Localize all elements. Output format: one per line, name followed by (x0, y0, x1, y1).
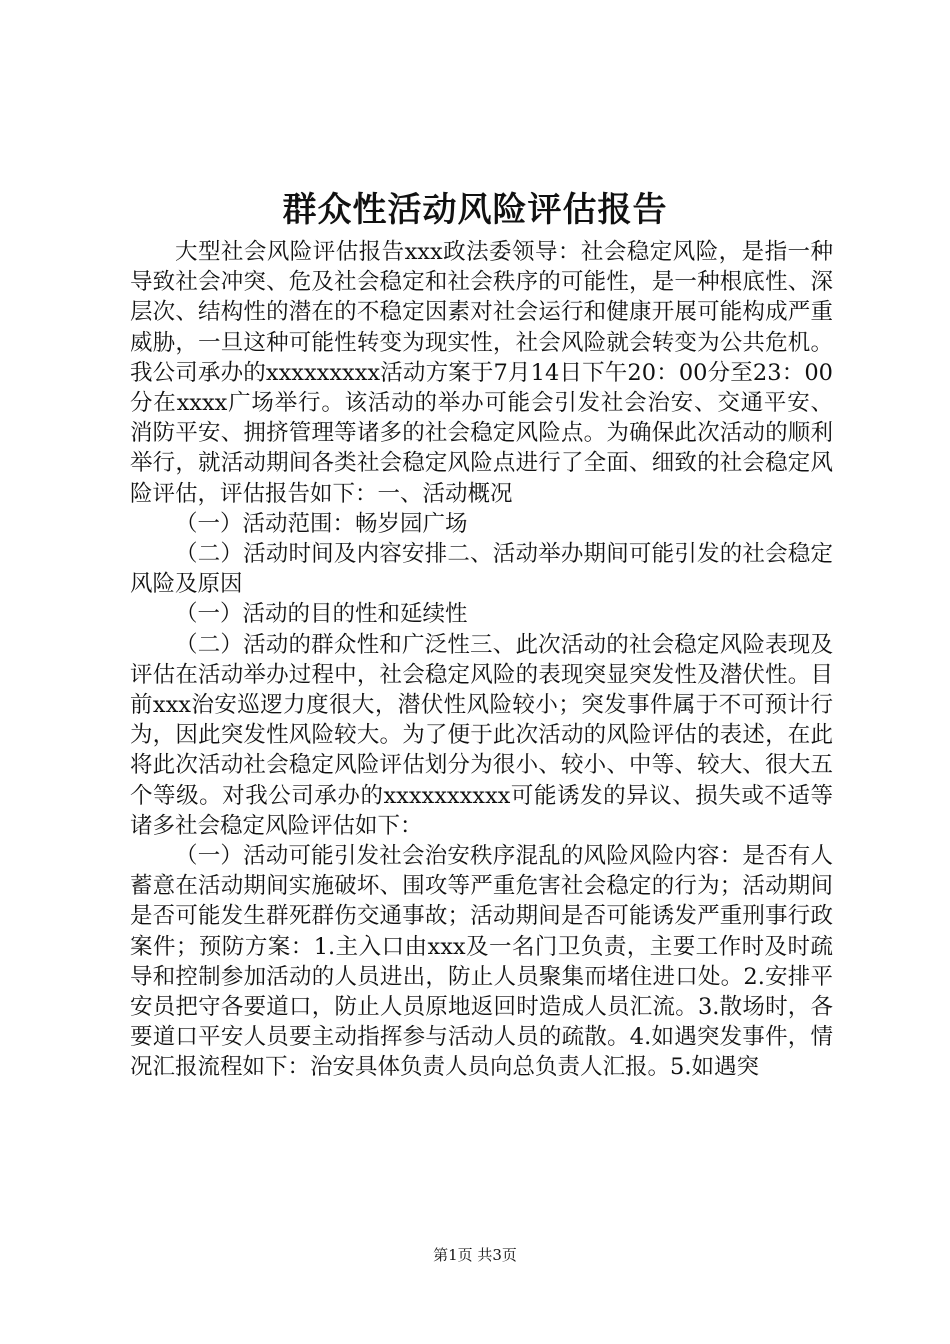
document-body (130, 237, 833, 1083)
paragraph-purpose: （一）活动的目的性和延续性 (175, 601, 468, 628)
document-title: 群众性活动风险评估报告 (282, 190, 668, 230)
paragraph-public-order-risk: （一）活动可能引发社会治安秩序混乱的风险风险内容：是否有人蓄意在活动期间实施破坏、围攻等严重危害社会稳定的行为；活动期间是否可能发生群死群伤交通事故；活动期间是否可能诱发严重刑事行政案件；预防方案：1.主入口由xxx及一名门卫负责，主要工作时及时疏导和控制参加活动的人员进出，防止人员聚集而堵住进口处。2.安排平安员把守各要道口，防止人员原地返回时造成人员汇流。3.散场时，各要道口平安人员要主动指挥参与活动人员的疏散。4.如遇突发事件，情况汇报流程如下：治安具体负责人员向总负责人汇报。5.如遇突 (130, 843, 833, 1081)
paragraph-intro: 大型社会风险评估报告xxx政法委领导：社会稳定风险，是指一种导致社会冲突、危及社会稳定和社会秩序的可能性，是一种根底性、深层次、结构性的潜在的不稳定因素对社会运行和健康开展可能构成严重威胁，一旦这种可能性转变为现实性，社会风险就会转变为公共危机。我公司承办的xxxxxxxxx活动方案于7月14日下午20：00分至23：00分在xxxx广场举行。该活动的举办可能会引发社会治安、交通平安、消防平安、拥挤管理等诸多的社会稳定风险点。为确保此次活动的顺利举行，就活动期间各类社会稳定风险点进行了全面、细致的社会稳定风险评估，评估报告如下：一、活动概况 (130, 239, 833, 507)
paragraph-activity-time: （二）活动时间及内容安排二、活动举办期间可能引发的社会稳定风险及原因 (130, 541, 833, 598)
paragraph-activity-scope: （一）活动范围：畅岁园广场 (175, 510, 468, 537)
paragraph-risk-assessment: （二）活动的群众性和广泛性三、此次活动的社会稳定风险表现及评估在活动举办过程中，社会稳定风险的表现突显突发性及潜伏性。目前xxx治安巡逻力度很大，潜伏性风险较小；突发事件属于不可预计行为，因此突发性风险较大。为了便于此次活动的风险评估的表述，在此将此次活动社会稳定风险评估划分为很小、较小、中等、较大、很大五个等级。对我公司承办的xxxxxxxxxx可能诱发的异议、损失或不适等诸多社会稳定风险评估如下： (130, 631, 833, 839)
page-footer: 第1页 共3页 (433, 1246, 517, 1264)
